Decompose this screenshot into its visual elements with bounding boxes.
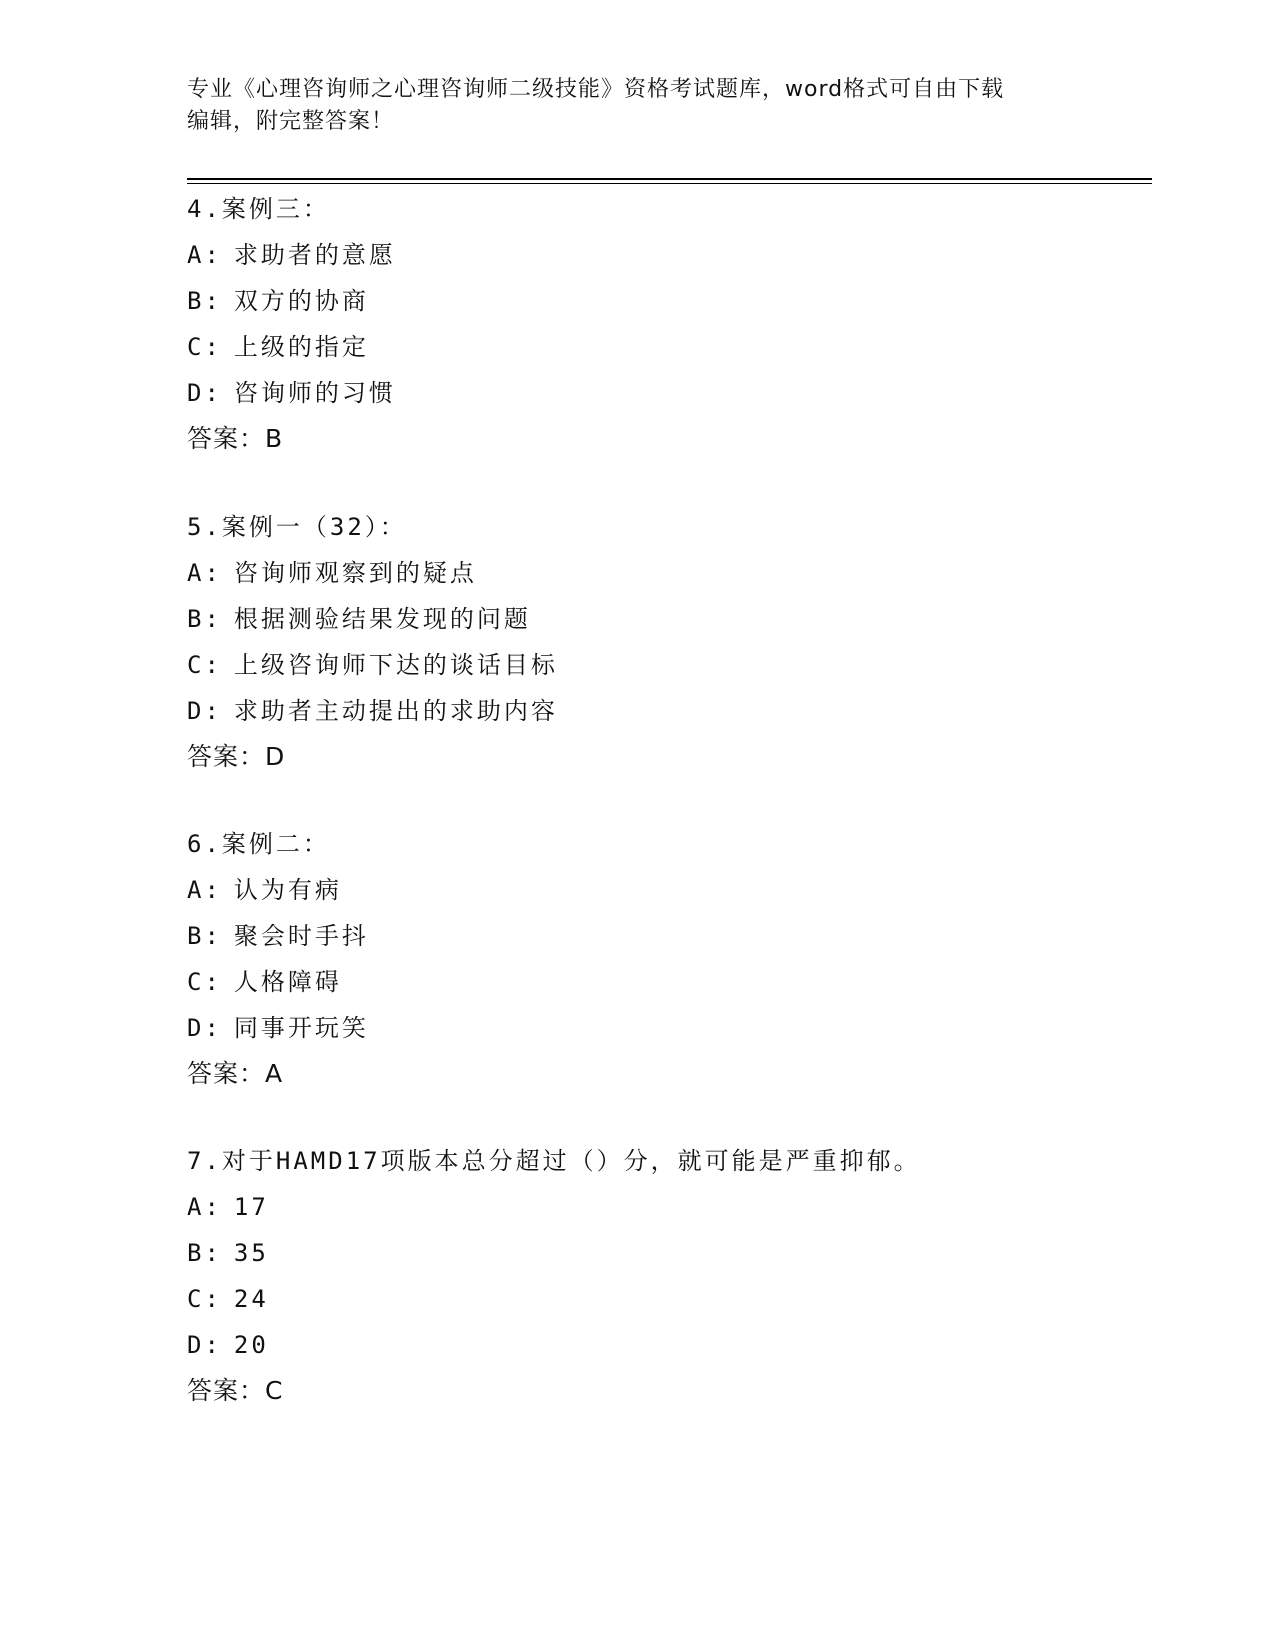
option-letter: D: xyxy=(187,1014,222,1042)
option-letter: C: xyxy=(187,333,222,361)
option-letter: C: xyxy=(187,651,222,679)
option-text: 24 xyxy=(233,1285,269,1313)
question-stem: 7.对于HAMD17项版本总分超过（）分，就可能是严重抑郁。 xyxy=(187,1147,921,1175)
option-text: 上级的指定 xyxy=(233,333,369,361)
option-letter: B: xyxy=(187,287,222,315)
option-letter: A: xyxy=(187,241,222,269)
option-c xyxy=(187,959,1167,1005)
question-5 xyxy=(187,504,1167,780)
option-text: 求助者主动提出的求助内容 xyxy=(233,697,558,725)
option-text: 聚会时手抖 xyxy=(233,922,369,950)
question-4 xyxy=(187,186,1167,462)
option-letter: A: xyxy=(187,1193,222,1221)
question-stem: 5.案例一（32）： xyxy=(187,513,407,541)
option-text: 同事开玩笑 xyxy=(233,1014,369,1042)
option-c xyxy=(187,642,1167,688)
question-6 xyxy=(187,821,1167,1097)
option-text: 上级咨询师下达的谈话目标 xyxy=(233,651,558,679)
answer-line: 答案：C xyxy=(187,1376,284,1405)
option-letter: B: xyxy=(187,922,222,950)
option-text: 17 xyxy=(233,1193,269,1221)
option-a xyxy=(187,1184,1167,1230)
option-a xyxy=(187,232,1167,278)
option-d xyxy=(187,688,1167,734)
option-a xyxy=(187,867,1167,913)
option-b xyxy=(187,1230,1167,1276)
option-c xyxy=(187,1276,1167,1322)
header-line-1: 专业《心理咨询师之心理咨询师二级技能》资格考试题库，word格式可自由下载 xyxy=(187,77,1005,102)
header-divider-thick xyxy=(187,178,1152,180)
option-letter: A: xyxy=(187,876,222,904)
option-d xyxy=(187,1005,1167,1051)
option-letter: A: xyxy=(187,559,222,587)
question-stem: 4.案例三： xyxy=(187,195,330,223)
option-a xyxy=(187,550,1167,596)
header-divider-thin xyxy=(187,183,1152,184)
answer-line: 答案：D xyxy=(187,742,286,771)
document-header xyxy=(187,74,1087,138)
option-letter: C: xyxy=(187,1285,222,1313)
question-stem: 6.案例二： xyxy=(187,830,330,858)
option-letter: B: xyxy=(187,1239,222,1267)
option-letter: D: xyxy=(187,379,222,407)
option-text: 人格障碍 xyxy=(233,968,342,996)
option-letter: D: xyxy=(187,1331,222,1359)
option-letter: D: xyxy=(187,697,222,725)
option-text: 双方的协商 xyxy=(233,287,369,315)
option-text: 根据测验结果发现的问题 xyxy=(233,605,531,633)
option-text: 35 xyxy=(233,1239,269,1267)
option-b xyxy=(187,913,1167,959)
question-7 xyxy=(187,1138,1167,1414)
option-b xyxy=(187,596,1167,642)
option-letter: B: xyxy=(187,605,222,633)
option-letter: C: xyxy=(187,968,222,996)
option-b xyxy=(187,278,1167,324)
option-c xyxy=(187,324,1167,370)
option-text: 20 xyxy=(233,1331,269,1359)
option-text: 咨询师观察到的疑点 xyxy=(233,559,477,587)
option-text: 认为有病 xyxy=(233,876,342,904)
answer-line: 答案：A xyxy=(187,1059,284,1088)
option-d xyxy=(187,1322,1167,1368)
option-d xyxy=(187,370,1167,416)
answer-line: 答案：B xyxy=(187,424,284,453)
option-text: 咨询师的习惯 xyxy=(233,379,396,407)
header-line-2: 编辑，附完整答案！ xyxy=(187,109,395,134)
option-text: 求助者的意愿 xyxy=(233,241,396,269)
